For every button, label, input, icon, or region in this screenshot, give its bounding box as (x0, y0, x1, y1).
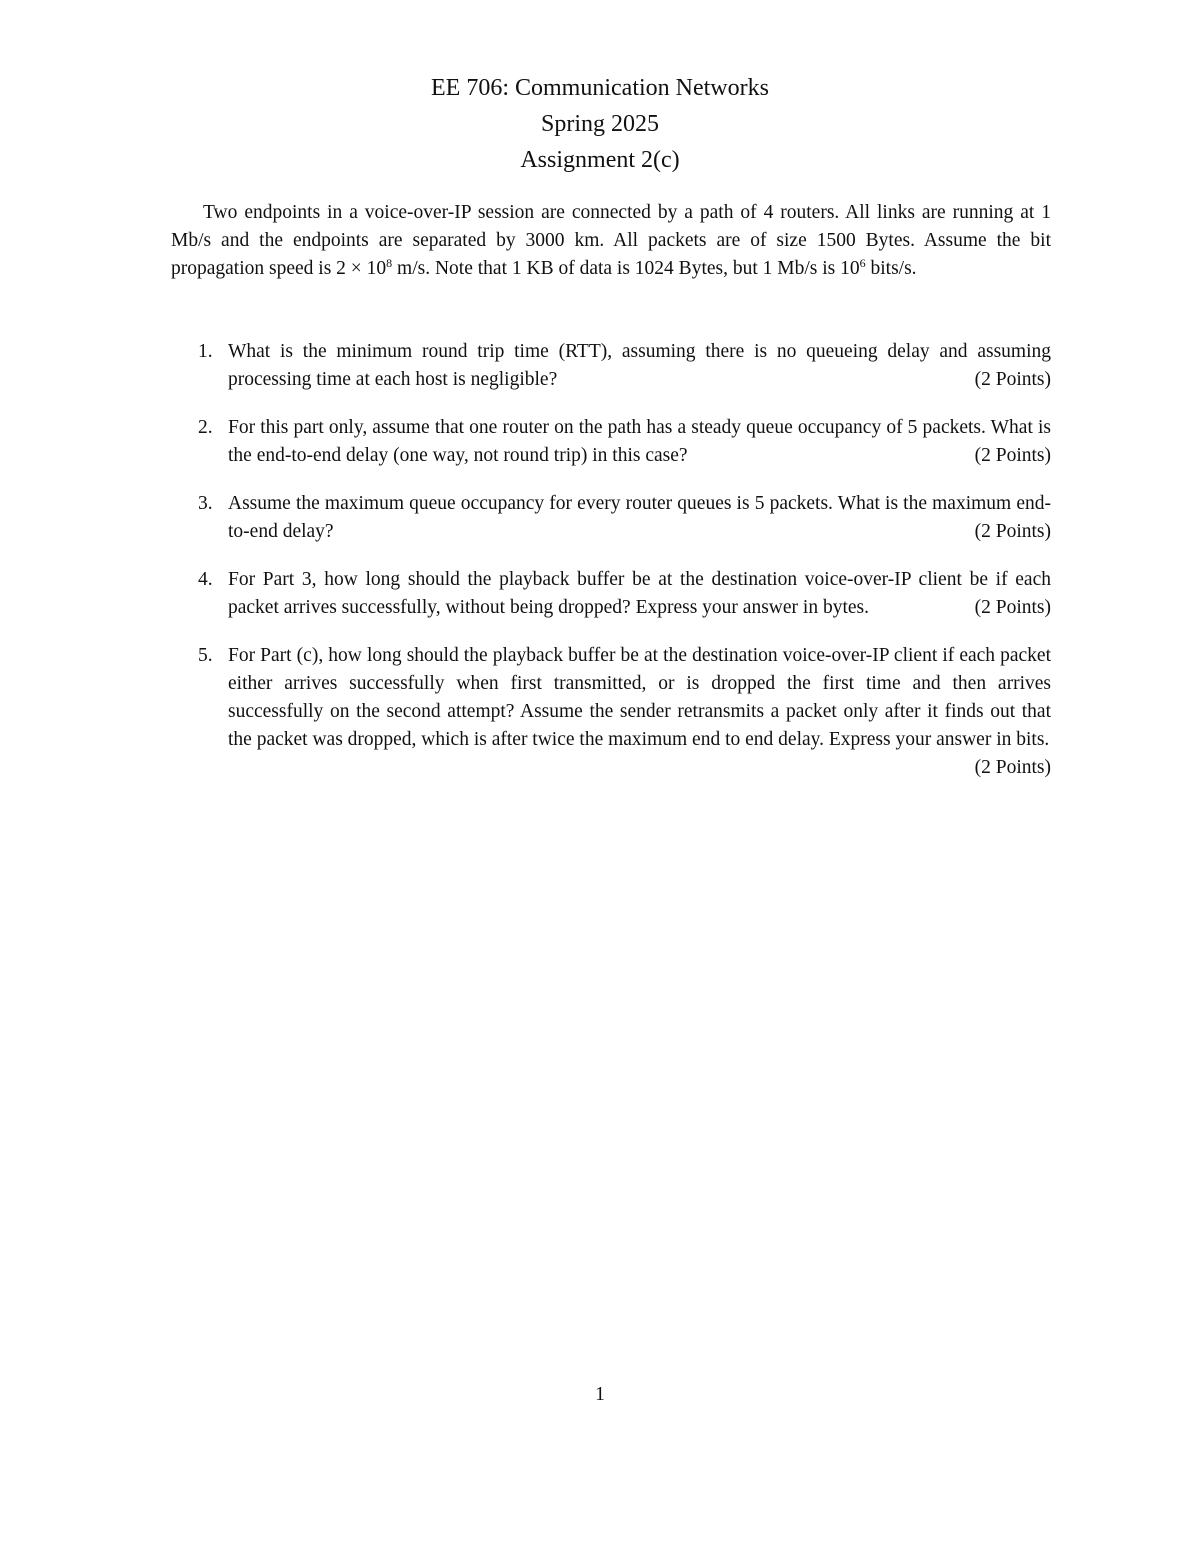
intro-text-3: bits/s. (865, 258, 917, 279)
question-list (171, 338, 1051, 782)
question-item (171, 414, 1051, 470)
page-number: 1 (595, 1384, 605, 1405)
question-item (171, 338, 1051, 394)
intro-text-2: m/s. Note that 1 KB of data is 1024 Bytes, but 1 Mb/s is 10 (392, 258, 860, 279)
question-item (171, 642, 1051, 778)
question-text: For Part 3, how long should the playback buffer be at the destination voice-over-IP client be if each packet arrives successfully, without being dropped? Express your answer in bytes. (228, 569, 1051, 618)
question-points: (2 Points) (974, 597, 1051, 618)
question-text: Assume the maximum queue occupancy for every router queues is 5 packets. What is the maximum end-to-end delay? (228, 493, 1051, 542)
question-number: 4. (198, 569, 213, 590)
intro-paragraph (171, 199, 1051, 283)
course-title: EE 706: Communication Networks (431, 75, 769, 101)
question-number: 2. (198, 417, 213, 438)
intro-exponent-2: 6 (859, 256, 866, 270)
question-item (171, 566, 1051, 622)
question-text: What is the minimum round trip time (RTT), assuming there is no queueing delay and assuming processing time at each host is negligible? (228, 341, 1051, 390)
term: Spring 2025 (540, 111, 659, 137)
intro-text-1: Two endpoints in a voice-over-IP session are connected by a path of 4 routers. All links are running at 1 Mb/s and the endpoints are separated by 3000 km. All packets are of size 1500 Bytes. Assume the bit propagation speed is 2 × 10 (171, 202, 1051, 279)
question-points: (2 Points) (974, 445, 1051, 466)
question-points: (2 Points) (974, 369, 1051, 390)
question-text: For Part (c), how long should the playback buffer be at the destination voice-over-IP client if each packet either arrives successfully when first transmitted, or is dropped the first time and then arrives successfully on the second attempt? Assume the sender retransmits a packet only after it finds out that the packet was dropped, which is after twice the maximum end to end delay. Express your answer in bits. (228, 645, 1051, 750)
question-number: 3. (198, 493, 213, 514)
question-item (171, 490, 1051, 546)
intro-exponent-1: 8 (386, 256, 393, 270)
question-points: (2 Points) (974, 757, 1051, 778)
question-number: 5. (198, 645, 213, 666)
question-text: For this part only, assume that one router on the path has a steady queue occupancy of 5 packets. What is the end-to-end delay (one way, not round trip) in this case? (228, 417, 1051, 466)
question-points: (2 Points) (974, 521, 1051, 542)
document-header (0, 70, 1200, 178)
question-number: 1. (198, 341, 213, 362)
assignment-title: Assignment 2(c) (520, 147, 680, 173)
